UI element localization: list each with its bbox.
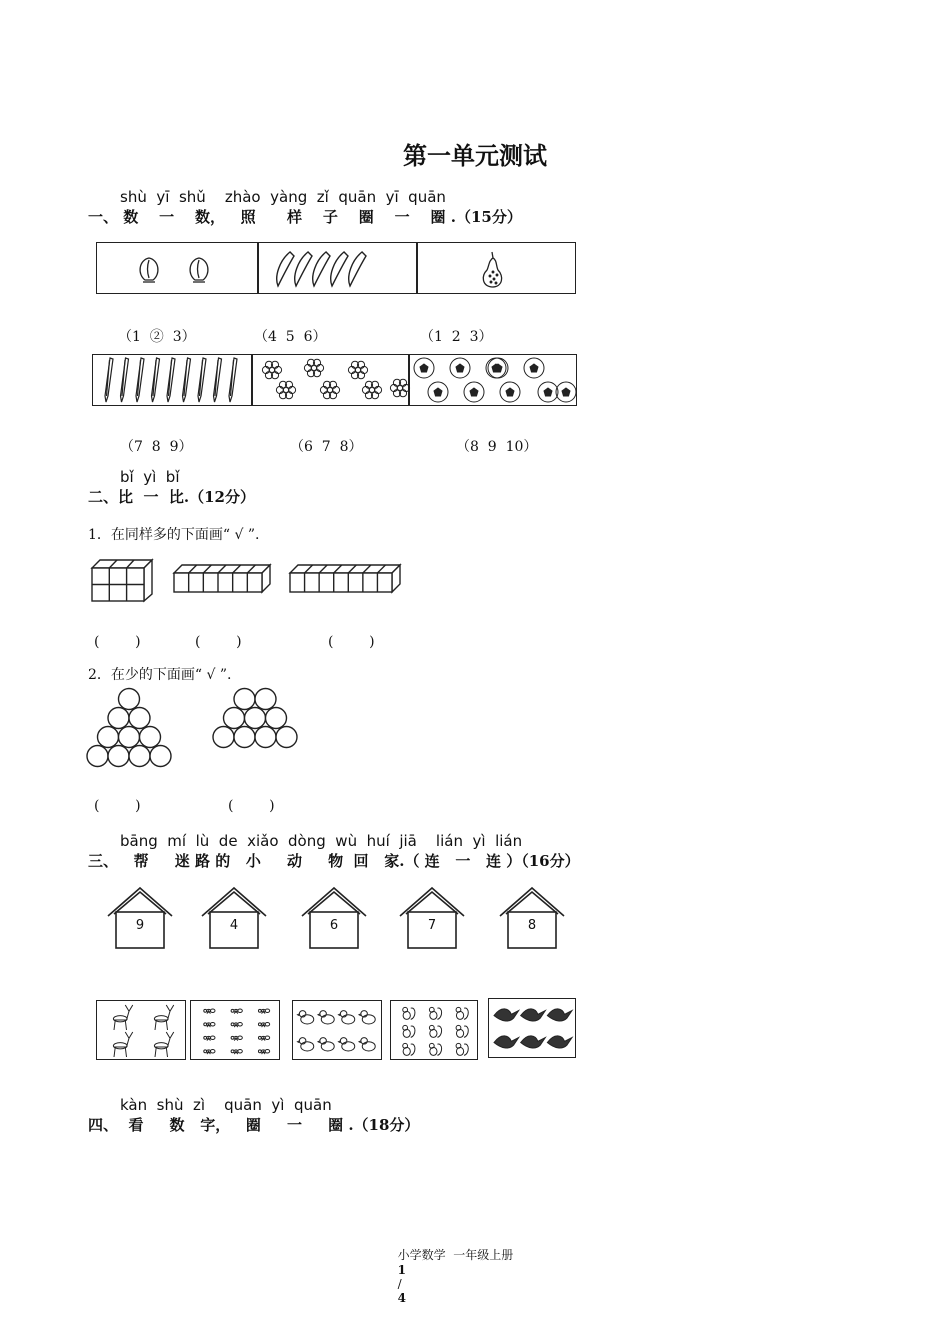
section3-pinyin: bāng mí lù de xiǎo dòng wù huí jiā lián yì lián (120, 832, 523, 850)
animal-card-2[interactable] (190, 1000, 280, 1060)
section4-pinyin: kàn shù zì quān yì quān (120, 1096, 332, 1114)
animal-card-4[interactable] (390, 1000, 478, 1060)
choice-pear[interactable]: （1 2 3） (420, 329, 493, 345)
house-9[interactable] (106, 886, 174, 950)
pyramid-circle (150, 746, 171, 767)
choice-banana[interactable]: （4 5 6） (254, 329, 327, 345)
section2-pinyin: bǐ yì bǐ (120, 468, 180, 486)
pyramid-circle (108, 746, 129, 767)
animal-card-3[interactable] (292, 1000, 382, 1060)
pyramid-circle (119, 727, 140, 748)
choice-pencil[interactable]: （7 8 9） (120, 439, 193, 455)
bird-icon (489, 999, 577, 1059)
choice-peach[interactable]: （1 ② 3） (118, 329, 196, 345)
blank-cubes-1[interactable]: ( ) (94, 634, 141, 650)
page-title-text: 第一单元测试 (403, 141, 547, 170)
deer-icon (97, 1001, 187, 1061)
page-footer (390, 1232, 513, 1305)
pyramid-circle (245, 708, 266, 729)
footer-sep: / (397, 1277, 402, 1291)
blank-pyramid-2[interactable]: ( ) (228, 798, 275, 814)
pyramid-circle (255, 689, 276, 710)
pyramid-circle (234, 689, 255, 710)
page-title (0, 136, 950, 171)
house-number: 7 (427, 918, 437, 933)
banana (277, 252, 294, 286)
house-number: 4 (229, 918, 239, 933)
banana-icon (272, 248, 372, 290)
pyramid-circle (108, 708, 129, 729)
chick-icon (293, 1001, 383, 1061)
pyramid-circle (129, 708, 150, 729)
section1-heading: 一、 数 一 数， 照 样 子 圈 一 圈 .（15分） (88, 208, 522, 226)
pyramid-circle (87, 746, 108, 767)
house-number: 9 (135, 918, 145, 933)
ball-icon (410, 356, 574, 404)
pyramid-circle (255, 727, 276, 748)
pyramid-circle (98, 727, 119, 748)
house-number: 6 (329, 918, 339, 933)
pyramid-circle (276, 727, 297, 748)
pyramid-circle (119, 689, 140, 710)
pyramid-circle (234, 727, 255, 748)
pear-icon (478, 248, 508, 290)
flower-icon (254, 356, 406, 404)
blank-cubes-2[interactable]: ( ) (195, 634, 242, 650)
house-8[interactable] (498, 886, 566, 950)
footer-total: 4 (397, 1291, 406, 1305)
footer-text: 小学数学 一年级上册 (397, 1248, 514, 1262)
pencil-icon (98, 356, 248, 404)
section3-heading: 三、 帮 迷 路 的 小 动 物 回 家.（ 连 一 连 ）（16分） (88, 852, 580, 870)
house-6[interactable] (300, 886, 368, 950)
pyramid-circle (213, 727, 234, 748)
house-7[interactable] (398, 886, 466, 950)
banana (349, 252, 366, 286)
house-number: 8 (527, 918, 537, 933)
ant-icon (191, 1001, 281, 1061)
section2-q1: 1．在同样多的下面画“ √ ”. (88, 527, 260, 543)
peach-icon (135, 252, 225, 286)
section2-q2: 2．在少的下面画“ √ ”. (88, 667, 232, 683)
section2-heading: 二、比 一 比.（12分） (88, 488, 255, 506)
house-4[interactable] (200, 886, 268, 950)
circle-pyramids (86, 688, 306, 772)
choice-flower[interactable]: （6 7 8） (290, 439, 363, 455)
animal-card-5[interactable] (488, 998, 576, 1058)
blank-cubes-3[interactable]: ( ) (328, 634, 375, 650)
cube-groups (90, 556, 410, 604)
banana (331, 252, 348, 286)
choice-ball[interactable]: （8 9 10） (456, 439, 538, 455)
pyramid-circle (129, 746, 150, 767)
animal-card-1[interactable] (96, 1000, 186, 1060)
pyramid-circle (140, 727, 161, 748)
banana (295, 252, 312, 286)
footer-page: 1 (397, 1263, 406, 1277)
section4-heading: 四、 看 数 字， 圈 一 圈 .（18分） (88, 1116, 420, 1134)
pyramid-circle (224, 708, 245, 729)
blank-pyramid-1[interactable]: ( ) (94, 798, 141, 814)
pyramid-circle (266, 708, 287, 729)
section1-pinyin: shù yī shǔ zhào yàng zǐ quān yī quān (120, 188, 446, 206)
banana (313, 252, 330, 286)
squirrel-icon (391, 1001, 479, 1061)
